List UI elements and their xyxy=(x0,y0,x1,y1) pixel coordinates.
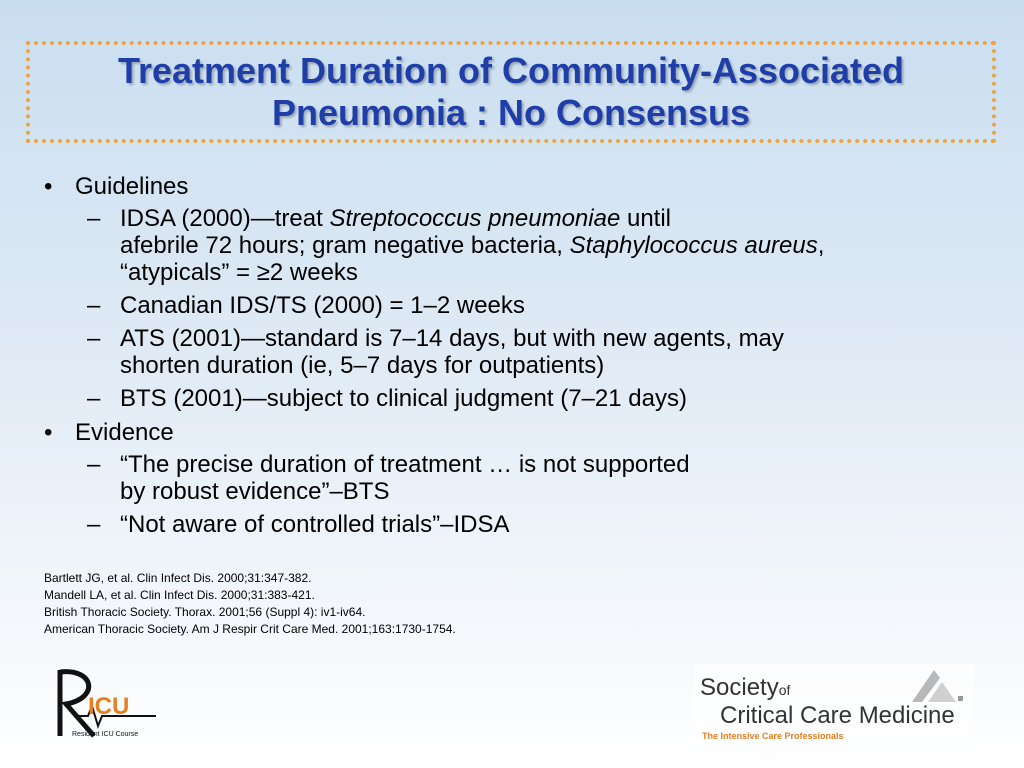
sub-bullet-ats xyxy=(44,325,944,379)
dash-marker: – xyxy=(87,511,101,538)
sub-bullet-text: “Not aware of controlled trials”–IDSA xyxy=(120,511,510,538)
organism-name: Streptococcus pneumoniae xyxy=(329,205,621,232)
title-box xyxy=(26,41,996,143)
text-segment: until xyxy=(620,205,671,232)
organism-name: Staphylococcus aureus xyxy=(569,232,818,259)
text-segment: “atypicals” = xyxy=(120,259,257,286)
sccm-tagline: The Intensive Care Professionals xyxy=(702,731,844,741)
dash-marker: – xyxy=(87,205,101,232)
sccm-line-1 xyxy=(700,674,790,702)
dash-marker: – xyxy=(87,325,101,352)
bullet-guidelines xyxy=(44,172,944,202)
bullet-marker: • xyxy=(44,419,53,446)
bullet-label: Evidence xyxy=(75,419,174,446)
sub-bullet-quote-bts xyxy=(44,451,944,505)
dash-marker: – xyxy=(87,385,101,412)
svg-text:ICU: ICU xyxy=(88,693,130,720)
reference-item: British Thoracic Society. Thorax. 2001;56 (Suppl 4): iv1-iv64. xyxy=(44,605,366,619)
bullet-marker: • xyxy=(44,173,53,200)
text-segment: afebrile 72 hours; gram negative bacteria, xyxy=(120,232,570,259)
slide-title xyxy=(118,50,904,134)
sub-bullet-text: Canadian IDS/TS (2000) = 1–2 weeks xyxy=(120,292,525,319)
sub-bullet-text: shorten duration (ie, 5–7 days for outpatients) xyxy=(120,352,605,379)
sub-bullet-text: “The precise duration of treatment … is not supported xyxy=(120,451,690,478)
ricu-caption: Resident ICU Course xyxy=(72,731,139,738)
reference-item: American Thoracic Society. Am J Respir Crit Care Med. 2001;163:1730-1754. xyxy=(44,622,456,636)
sccm-society: Society xyxy=(700,674,779,701)
sccm-logo xyxy=(694,664,974,744)
sub-bullet-text: ATS (2001)—standard is 7–14 days, but with new agents, may xyxy=(120,325,784,352)
slide-content xyxy=(44,172,944,544)
sub-bullet-text: BTS (2001)—subject to clinical judgment (7–21 days) xyxy=(120,385,687,412)
sccm-line-2: Critical Care Medicine xyxy=(720,702,955,729)
text-segment: 2 weeks xyxy=(269,259,358,286)
sub-bullet-bts xyxy=(44,385,944,412)
title-line-1: Treatment Duration of Community-Associated xyxy=(117,50,905,91)
ricu-logo-graphic xyxy=(44,664,174,744)
gte-symbol: ≥ xyxy=(256,259,270,286)
sccm-of: of xyxy=(778,682,791,698)
reference-item: Bartlett JG, et al. Clin Infect Dis. 2000;31:347-382. xyxy=(44,571,312,585)
sub-bullet-canadian xyxy=(44,292,944,319)
ricu-logo xyxy=(44,664,174,744)
sub-bullet-text: by robust evidence”–BTS xyxy=(120,478,390,505)
reference-item: Mandell LA, et al. Clin Infect Dis. 2000;31:383-421. xyxy=(44,588,315,602)
text-segment: IDSA (2000)—treat xyxy=(120,205,330,232)
text-segment: , xyxy=(817,232,825,259)
sub-bullet-idsa xyxy=(44,205,944,286)
dash-marker: – xyxy=(87,292,101,319)
references xyxy=(44,570,456,638)
sub-bullet-quote-idsa xyxy=(44,511,944,538)
bullet-label: Guidelines xyxy=(75,173,189,200)
dash-marker: – xyxy=(87,451,101,478)
title-line-2: Pneumonia : No Consensus xyxy=(271,92,751,133)
triangle-icon xyxy=(908,666,966,706)
bullet-evidence xyxy=(44,418,944,448)
